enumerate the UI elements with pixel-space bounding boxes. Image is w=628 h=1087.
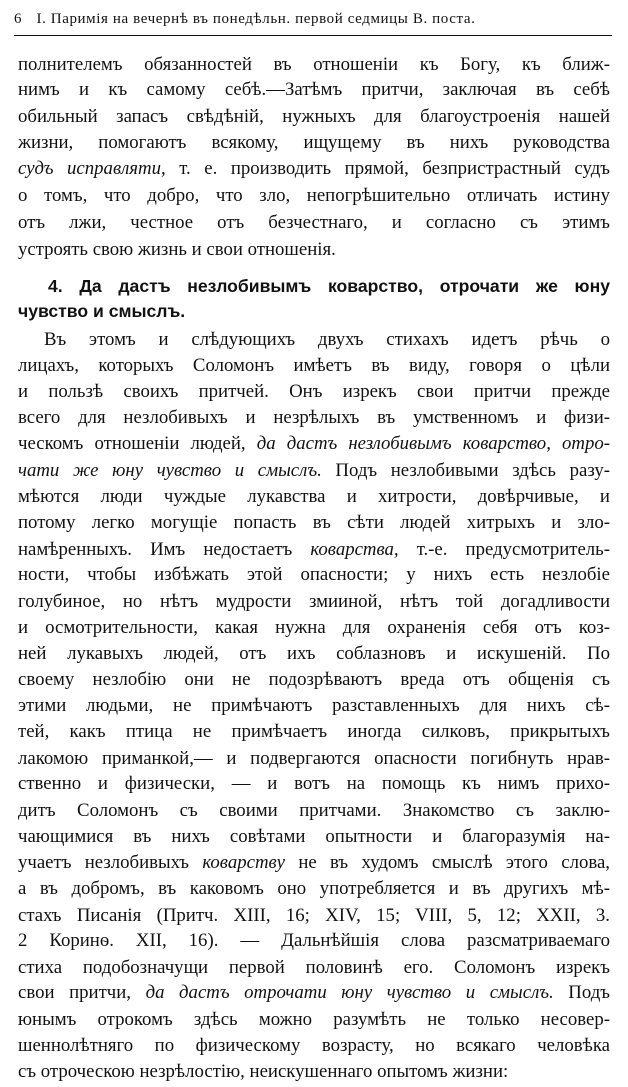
text-run: чувство и смыслъ.: [18, 301, 186, 321]
text-run: ческомъ отношенiи людей,: [18, 433, 257, 454]
text-run: стиха подобозначущи первой половинѣ его. Соломонъ изрекъ: [18, 957, 610, 978]
text-run: учаетъ незлобивыхъ: [18, 852, 203, 873]
text-run: намѣренныхъ. Имъ недостаетъ: [18, 539, 311, 560]
header-rule: [14, 35, 612, 36]
italic-quote: да дастъ незлобивымъ коварство, отро-: [256, 433, 610, 454]
text-line: [18, 154, 610, 184]
verse-heading-line: [18, 296, 610, 326]
text-run: чающимися въ нихъ совѣтами опытности и благоразумiя на-: [18, 826, 610, 847]
text-run: потому легко могущiе попасть въ сѣти людей хитрыхъ и зло-: [18, 512, 610, 533]
text-line: [18, 208, 610, 238]
text-run: жизни, помогаютъ всякому, ищущему въ нихъ руководства: [18, 132, 610, 153]
text-run: нимъ и къ самому себѣ.—Затѣмъ притчи, заключая въ себѣ: [18, 79, 610, 100]
text-run: дитъ Соломонъ съ своими притчами. Знакомство съ заклю-: [18, 800, 610, 821]
text-run: всего для незлобивыхъ и незрѣлыхъ въ умственномъ и физи-: [18, 407, 610, 428]
text-line: [18, 717, 610, 747]
text-line: [18, 235, 610, 265]
italic-quote: судъ исправляти,: [18, 158, 166, 179]
text-run: отъ лжи, честное отъ безчестнаго, и согласно съ этимъ: [18, 212, 610, 233]
text-run: свои притчи,: [18, 982, 146, 1003]
text-line: [18, 1057, 610, 1087]
text-run: и пользѣ своихъ притчей. Онъ изрекъ свои притчи прежде: [18, 381, 610, 402]
text-run: ней лукавыхъ людей, отъ ихъ соблазновъ и искушенiй. По: [18, 643, 610, 664]
page-number: 6: [14, 11, 23, 27]
text-line: [18, 508, 610, 538]
text-run: 2 Коринѳ. XII, 16). — Дальнѣйшiя слова разсматриваемаго: [18, 930, 610, 951]
text-run: Въ этомъ и слѣдующихъ двухъ стихахъ идетъ рѣчь о: [44, 329, 610, 350]
italic-quote: чати же юну чувство и смыслъ.: [18, 460, 322, 481]
text-run: и осмотрительности, какая нужна для охраненiя себя отъ коз-: [18, 617, 610, 638]
text-run: юнымъ отрокомъ здѣсь можно разумѣть не только несовер-: [18, 1009, 610, 1030]
text-run: съ отроческою незрѣлостiю, неискушеннаго опытомъ жизни:: [18, 1061, 509, 1082]
text-run: 4. Да дастъ незлобивымъ коварство, отрочати же юну: [48, 276, 610, 296]
text-run: лакомою приманкой,— и подвергаются опасности погибнуть нрав-: [18, 748, 610, 769]
italic-quote: коварству: [202, 852, 285, 873]
text-run: устроять свою жизнь и свои отношенiя.: [18, 239, 336, 260]
italic-quote: да дастъ отрочати юну чувство и смыслъ.: [145, 982, 554, 1003]
text-run: ственно и физически, — и вотъ на помощь къ нимъ прихо-: [18, 773, 610, 794]
text-run: не въ худомъ смыслѣ этого слова,: [285, 852, 610, 873]
text-line: [18, 874, 610, 904]
text-run: этими людьми, не примѣчаютъ разставленныхъ для нихъ сѣ-: [18, 695, 610, 716]
text-run: стахъ Писанiя (Притч. XIII, 16; XIV, 15; VIII, 5, 12; XXII, 3.: [18, 905, 610, 926]
running-header: [14, 8, 612, 30]
text-run: мѣются люди чуждые лукавства и хитрости, довѣрчивые, и: [18, 486, 610, 507]
text-line: [18, 560, 610, 590]
text-run: т. е. производить прямой, безпристрастный судъ: [165, 158, 610, 179]
text-run: полнителемъ обязанностей въ отношенiи къ Богу, къ ближ-: [18, 54, 610, 75]
text-run: своему незлобiю они не подозрѣваютъ вреда отъ общенiя съ: [18, 669, 610, 690]
text-run: тей, какъ птица не примѣчаетъ иногда силковъ, прикрытыхъ: [18, 721, 610, 742]
text-run: а въ добромъ, въ каковомъ оно употребляется и въ другихъ мѣ-: [18, 878, 610, 899]
text-run: т.-е. предусмотритель-: [398, 539, 610, 560]
text-line: [18, 429, 610, 459]
text-line: [18, 769, 610, 799]
text-run: о томъ, что добро, что зло, непогрѣшительно отличать истину: [18, 185, 610, 206]
running-title: I. Паримiя на вечернѣ въ понедѣльн. первой седмицы В. поста.: [36, 11, 476, 27]
text-run: лицахъ, которыхъ Соломонъ имѣетъ въ виду, говоря о цѣли: [18, 355, 610, 376]
italic-quote: коварства,: [310, 539, 399, 560]
text-run: ности, чтобы избѣжать этой опасности; у нихъ есть незлобiе: [18, 564, 610, 585]
text-run: шеннолѣтняго по физическому возрасту, но всякаго человѣка: [18, 1035, 610, 1056]
text-run: голубиное, но нѣтъ мудрости змииной, нѣтъ той догадливости: [18, 591, 610, 612]
text-line: [18, 926, 610, 956]
text-run: Подъ: [553, 982, 610, 1003]
text-run: обильный запасъ свѣдѣнiй, нужныхъ для благоустроенiя нашей: [18, 106, 610, 127]
text-line: [18, 978, 610, 1008]
text-line: [18, 75, 610, 105]
text-line: [18, 181, 610, 211]
text-run: Подъ незлобивыми здѣсь разу-: [321, 460, 610, 481]
